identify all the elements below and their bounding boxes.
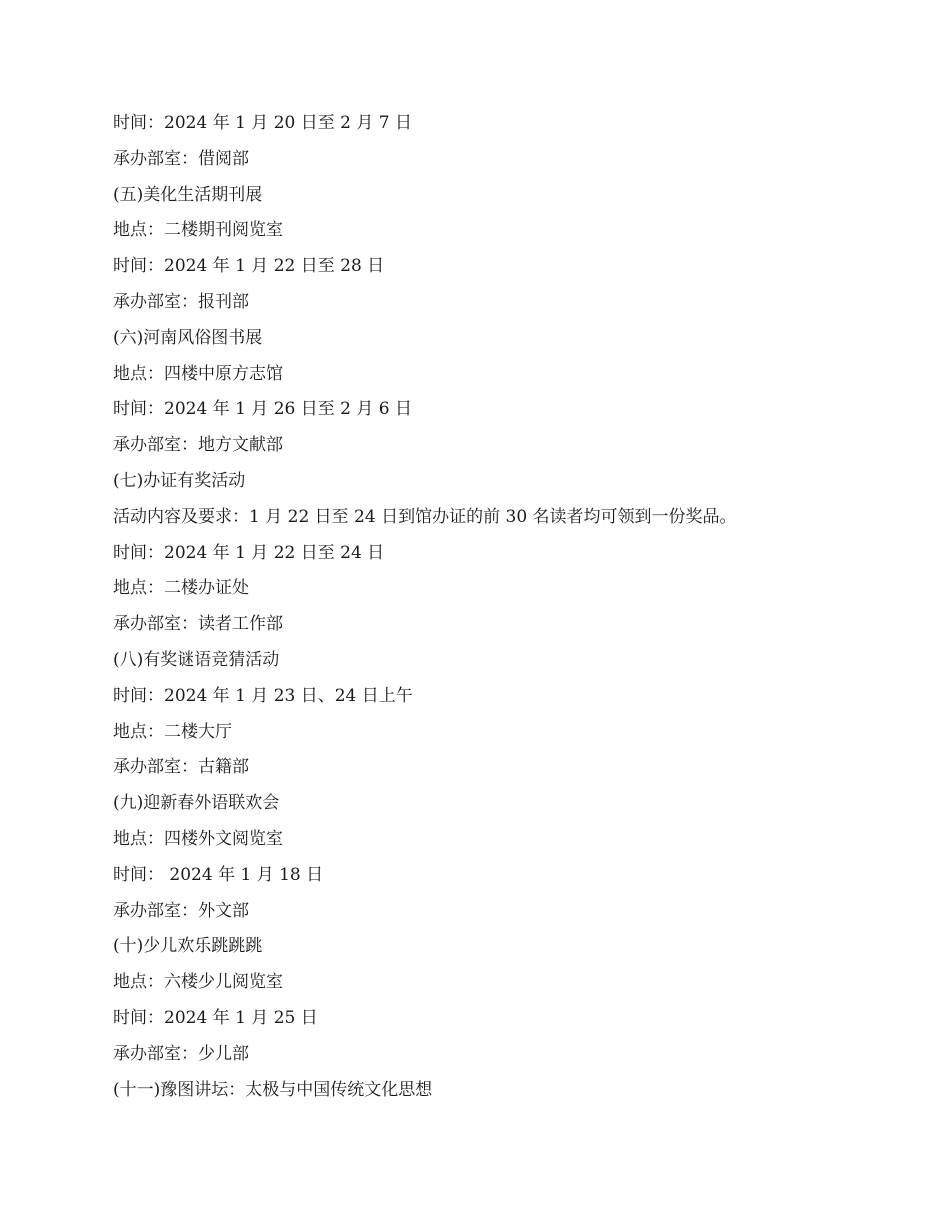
line-location: 地点：四楼中原方志馆: [113, 363, 283, 384]
section-heading: (五)美化生活期刊展: [113, 184, 263, 205]
line-time: 时间：2024 年 1 月 22 日至 28 日: [113, 256, 385, 277]
line-time: 时间：2024 年 1 月 20 日至 2 月 7 日: [113, 113, 412, 133]
line-location: 地点：二楼大厅: [113, 721, 232, 742]
line-location: 地点：二楼办证处: [113, 578, 249, 599]
line-location: 地点：六楼少儿阅览室: [113, 972, 283, 993]
line-time: 时间：2024 年 1 月 23 日、24 日上午: [113, 685, 413, 706]
section-heading: (八)有奖谜语竞猜活动: [113, 649, 280, 670]
line-department: 承办部室：古籍部: [113, 757, 249, 778]
section-heading: (九)迎新春外语联欢会: [113, 793, 280, 814]
line-time: 时间：2024 年 1 月 26 日至 2 月 6 日: [113, 399, 412, 420]
line-department: 承办部室：读者工作部: [113, 614, 283, 635]
line-department: 承办部室：外文部: [113, 900, 249, 921]
section-heading: (十一)豫图讲坛：太极与中国传统文化思想: [113, 1079, 433, 1100]
line-requirements: 活动内容及要求：1 月 22 日至 24 日到馆办证的前 30 名读者均可领到一份奖品。: [113, 506, 737, 527]
line-time: 时间：2024 年 1 月 22 日至 24 日: [113, 542, 385, 563]
line-time: 时间： 2024 年 1 月 18 日: [113, 864, 324, 885]
line-location: 地点：二楼期刊阅览室: [113, 220, 283, 241]
line-department: 承办部室：借阅部: [113, 148, 249, 169]
section-heading: (七)办证有奖活动: [113, 470, 246, 491]
line-department: 承办部室：地方文献部: [113, 435, 283, 456]
section-heading: (六)河南风俗图书展: [113, 327, 263, 348]
document-body: [113, 110, 913, 1112]
line-department: 承办部室：报刊部: [113, 291, 249, 312]
line-location: 地点：四楼外文阅览室: [113, 828, 283, 849]
line-department: 承办部室：少儿部: [113, 1043, 249, 1064]
section-heading: (十)少儿欢乐跳跳跳: [113, 936, 263, 957]
line-time: 时间：2024 年 1 月 25 日: [113, 1007, 318, 1028]
